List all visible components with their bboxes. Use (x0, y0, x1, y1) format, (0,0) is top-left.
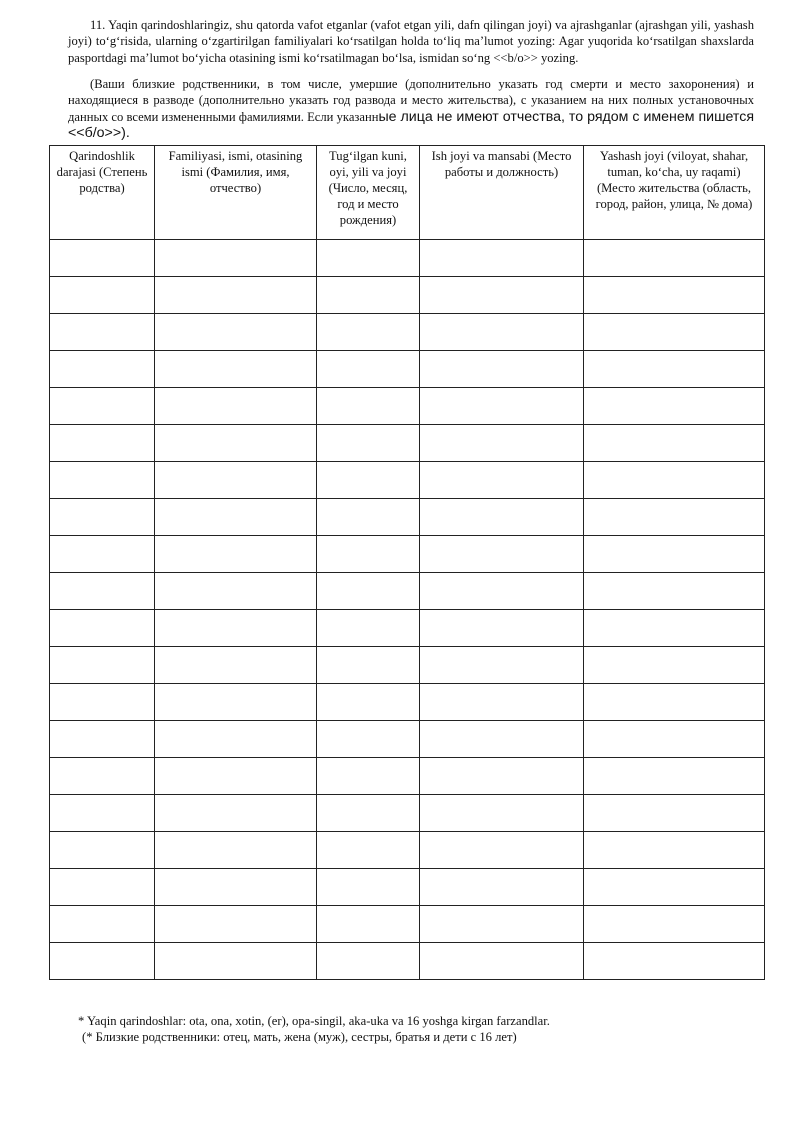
cell-birth[interactable] (317, 388, 420, 425)
cell-residence[interactable] (584, 610, 765, 647)
cell-residence[interactable] (584, 943, 765, 980)
cell-residence[interactable] (584, 721, 765, 758)
table-row (50, 240, 765, 277)
cell-full-name[interactable] (155, 314, 317, 351)
cell-birth[interactable] (317, 499, 420, 536)
cell-residence[interactable] (584, 499, 765, 536)
cell-birth[interactable] (317, 573, 420, 610)
cell-residence[interactable] (584, 832, 765, 869)
cell-birth[interactable] (317, 314, 420, 351)
header-kinship: Qarindoshlik darajasi (Степень родства) (50, 146, 155, 240)
cell-residence[interactable] (584, 795, 765, 832)
header-full-name: Familiyasi, ismi, otasining ismi (Фамилия, имя, отчество) (155, 146, 317, 240)
cell-full-name[interactable] (155, 388, 317, 425)
table-row (50, 351, 765, 388)
cell-full-name[interactable] (155, 425, 317, 462)
cell-birth[interactable] (317, 684, 420, 721)
table-row (50, 869, 765, 906)
cell-full-name[interactable] (155, 536, 317, 573)
cell-birth[interactable] (317, 832, 420, 869)
cell-workplace[interactable] (420, 573, 584, 610)
cell-residence[interactable] (584, 425, 765, 462)
cell-kinship[interactable] (50, 721, 155, 758)
table-row (50, 314, 765, 351)
cell-workplace[interactable] (420, 795, 584, 832)
cell-full-name[interactable] (155, 573, 317, 610)
cell-workplace[interactable] (420, 647, 584, 684)
table-body (50, 240, 765, 980)
relatives-table (49, 145, 765, 980)
instruction-uz: 11. Yaqin qarindoshlaringiz, shu qatorda vafot etganlar (vafot etgan yili, dafn qilingan joyi) va ajrashganlar (ajrashgan yili, yashash joyi) to‘g‘risida, ularning o‘zgartirilgan familiyalari ko‘rsatilgan holda to‘liq ma’lumot yozing: Agar yuqorida ko‘rsatilgan shaxslarda pasportdagi ma’lumot bo‘yicha otasining ismi ko‘rsatilmagan bo‘lsa, ismidan so‘ng <<b/o>> yozing. (68, 18, 754, 65)
cell-full-name[interactable] (155, 943, 317, 980)
cell-full-name[interactable] (155, 277, 317, 314)
cell-residence[interactable] (584, 573, 765, 610)
table-row (50, 832, 765, 869)
cell-birth[interactable] (317, 240, 420, 277)
table-row (50, 721, 765, 758)
cell-workplace[interactable] (420, 906, 584, 943)
cell-kinship[interactable] (50, 351, 155, 388)
cell-residence[interactable] (584, 758, 765, 795)
cell-kinship[interactable] (50, 906, 155, 943)
header-residence: Yashash joyi (viloyat, shahar, tuman, ko‘cha, uy raqami) (Место жительства (область, город, район, улица, № дома) (584, 146, 765, 240)
cell-full-name[interactable] (155, 684, 317, 721)
cell-residence[interactable] (584, 869, 765, 906)
table-row (50, 758, 765, 795)
table-row (50, 462, 765, 499)
cell-residence[interactable] (584, 388, 765, 425)
cell-workplace[interactable] (420, 758, 584, 795)
cell-birth[interactable] (317, 351, 420, 388)
cell-workplace[interactable] (420, 277, 584, 314)
cell-residence[interactable] (584, 647, 765, 684)
cell-workplace[interactable] (420, 425, 584, 462)
cell-kinship[interactable] (50, 647, 155, 684)
table-row (50, 684, 765, 721)
table-row (50, 610, 765, 647)
cell-kinship[interactable] (50, 943, 155, 980)
cell-residence[interactable] (584, 536, 765, 573)
table-row (50, 388, 765, 425)
cell-birth[interactable] (317, 906, 420, 943)
cell-residence[interactable] (584, 314, 765, 351)
cell-full-name[interactable] (155, 610, 317, 647)
cell-kinship[interactable] (50, 610, 155, 647)
header-birth: Tug‘ilgan kuni, oyi, yili va joyi (Число, месяц, год и место рождения) (317, 146, 420, 240)
cell-full-name[interactable] (155, 351, 317, 388)
cell-full-name[interactable] (155, 647, 317, 684)
cell-workplace[interactable] (420, 388, 584, 425)
instruction-ru (68, 76, 754, 142)
cell-workplace[interactable] (420, 499, 584, 536)
table-row (50, 573, 765, 610)
footnote-uz: * Yaqin qarindoshlar: ota, ona, xotin, (er), opa-singil, aka-uka va 16 yoshga kirgan farzandlar. (78, 1014, 550, 1028)
cell-workplace[interactable] (420, 240, 584, 277)
cell-kinship[interactable] (50, 536, 155, 573)
cell-full-name[interactable] (155, 832, 317, 869)
footnote-ru: (* Близкие родственники: отец, мать, жена (муж), сестры, братья и дети с 16 лет) (82, 1030, 517, 1044)
cell-birth[interactable] (317, 610, 420, 647)
cell-kinship[interactable] (50, 684, 155, 721)
cell-birth[interactable] (317, 943, 420, 980)
cell-full-name[interactable] (155, 499, 317, 536)
cell-birth[interactable] (317, 536, 420, 573)
table-row (50, 499, 765, 536)
cell-birth[interactable] (317, 721, 420, 758)
cell-kinship[interactable] (50, 462, 155, 499)
cell-full-name[interactable] (155, 869, 317, 906)
table-row (50, 795, 765, 832)
cell-full-name[interactable] (155, 462, 317, 499)
cell-birth[interactable] (317, 425, 420, 462)
cell-workplace[interactable] (420, 943, 584, 980)
cell-residence[interactable] (584, 351, 765, 388)
cell-workplace[interactable] (420, 351, 584, 388)
cell-workplace[interactable] (420, 610, 584, 647)
cell-kinship[interactable] (50, 758, 155, 795)
cell-kinship[interactable] (50, 388, 155, 425)
cell-residence[interactable] (584, 240, 765, 277)
instruction-ru-part2: ые лица не имеют отчества, то рядом с именем пишется <<б/о>>). (68, 108, 754, 142)
cell-kinship[interactable] (50, 277, 155, 314)
cell-residence[interactable] (584, 684, 765, 721)
cell-residence[interactable] (584, 277, 765, 314)
cell-workplace[interactable] (420, 869, 584, 906)
cell-workplace[interactable] (420, 536, 584, 573)
cell-birth[interactable] (317, 647, 420, 684)
cell-birth[interactable] (317, 795, 420, 832)
cell-full-name[interactable] (155, 906, 317, 943)
cell-kinship[interactable] (50, 869, 155, 906)
table-row (50, 425, 765, 462)
cell-kinship[interactable] (50, 314, 155, 351)
cell-workplace[interactable] (420, 462, 584, 499)
table-row (50, 943, 765, 980)
cell-kinship[interactable] (50, 240, 155, 277)
table-header-row (50, 146, 765, 240)
cell-full-name[interactable] (155, 240, 317, 277)
cell-kinship[interactable] (50, 425, 155, 462)
cell-kinship[interactable] (50, 832, 155, 869)
cell-birth[interactable] (317, 462, 420, 499)
cell-birth[interactable] (317, 869, 420, 906)
table-row (50, 277, 765, 314)
cell-kinship[interactable] (50, 795, 155, 832)
cell-birth[interactable] (317, 758, 420, 795)
cell-residence[interactable] (584, 462, 765, 499)
cell-residence[interactable] (584, 906, 765, 943)
table-row (50, 536, 765, 573)
instruction-ru-part1: (Ваши близкие родственники, в том числе, умершие (дополнительно указать год смерти и место захоронения) и находящиеся в разводе (дополнительно указать год развода и место жительства), с указанием на них полных установочных данных со всеми измененными фамилиями. Если указанн (68, 77, 754, 124)
cell-kinship[interactable] (50, 499, 155, 536)
cell-workplace[interactable] (420, 314, 584, 351)
cell-birth[interactable] (317, 277, 420, 314)
cell-workplace[interactable] (420, 721, 584, 758)
header-workplace: Ish joyi va mansabi (Место работы и должность) (420, 146, 584, 240)
table-row (50, 647, 765, 684)
cell-kinship[interactable] (50, 573, 155, 610)
cell-full-name[interactable] (155, 758, 317, 795)
footnotes (78, 1013, 550, 1045)
cell-workplace[interactable] (420, 832, 584, 869)
cell-full-name[interactable] (155, 721, 317, 758)
table-row (50, 906, 765, 943)
cell-workplace[interactable] (420, 684, 584, 721)
cell-full-name[interactable] (155, 795, 317, 832)
